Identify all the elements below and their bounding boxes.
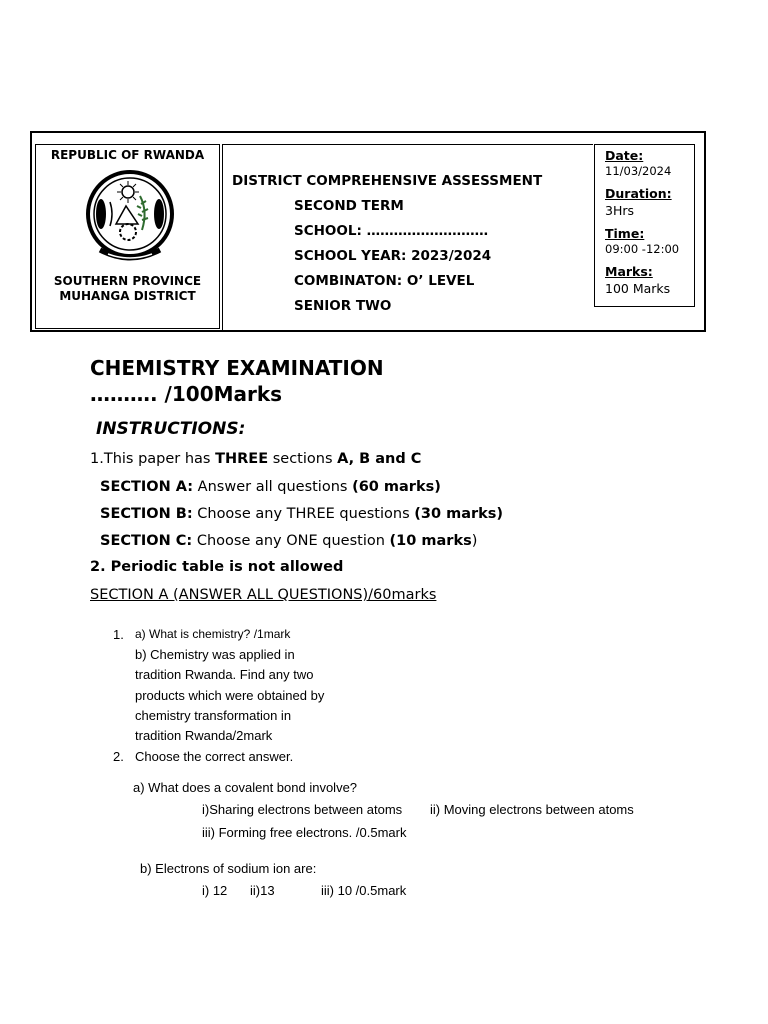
section-b-instruction [100, 506, 503, 522]
section-a-label: SECTION A: [100, 479, 194, 495]
section-b-text: Choose any THREE questions [192, 506, 415, 522]
section-a-heading: SECTION A (ANSWER ALL QUESTIONS)/60marks [90, 587, 437, 603]
marks-value: 100 Marks [605, 281, 671, 296]
duration-label: Duration: [605, 186, 672, 201]
section-b-label: SECTION B: [100, 506, 193, 522]
q2-number: 2. [113, 749, 124, 764]
instruction-1-mid: sections [268, 451, 338, 467]
time-value: 09:00 -12:00 [605, 242, 680, 256]
q2b-option-1: i) 12 [202, 883, 228, 898]
q1-part-b-line-2: tradition Rwanda. Find any two [135, 667, 314, 682]
marks-label: Marks: [605, 264, 653, 279]
section-a-text: Answer all questions [193, 479, 353, 495]
instruction-2: 2. Periodic table is not allowed [90, 559, 344, 575]
q1-part-a: a) What is chemistry? /1mark [135, 627, 291, 641]
province-name: SOUTHERN PROVINCE [53, 274, 202, 288]
exam-title: CHEMISTRY EXAMINATION [90, 356, 384, 380]
combination-label: COMBINATON: O’ LEVEL [294, 273, 475, 289]
q1-part-b-line-5: tradition Rwanda/2mark [135, 728, 273, 743]
instruction-1-three: THREE [215, 451, 269, 467]
q2-text: Choose the correct answer. [135, 749, 294, 764]
term-label: SECOND TERM [294, 198, 404, 214]
q2a-option-1: i)Sharing electrons between atoms [202, 802, 403, 817]
score-line: ………. /100Marks [90, 382, 283, 406]
q1-part-b-line-1: b) Chemistry was applied in [135, 647, 295, 662]
section-c-text: Choose any ONE question [192, 533, 390, 549]
instruction-1 [90, 451, 421, 467]
school-year: SCHOOL YEAR: 2023/2024 [294, 248, 492, 264]
date-label: Date: [605, 148, 644, 163]
time-label: Time: [605, 226, 645, 241]
section-a-instruction [100, 479, 441, 495]
section-c-label: SECTION C: [100, 533, 193, 549]
q2b-option-3: iii) 10 /0.5mark [321, 883, 407, 898]
q2a-option-2: ii) Moving electrons between atoms [430, 802, 634, 817]
date-value: 11/03/2024 [605, 164, 672, 178]
q2b-option-2: ii)13 [250, 883, 275, 898]
instruction-1-prefix: 1.This paper has [90, 451, 216, 467]
section-c-marks: (10 marks [389, 533, 472, 549]
q2a-option-3: iii) Forming free electrons. /0.5mark [202, 825, 407, 840]
instructions-heading: INSTRUCTIONS: [96, 419, 246, 439]
country-name: REPUBLIC OF RWANDA [50, 148, 205, 162]
q1-part-b-line-3: products which were obtained by [135, 688, 325, 703]
q1-part-b-line-4: chemistry transformation in [135, 708, 292, 723]
section-c-instruction [100, 533, 477, 549]
class-label: SENIOR TWO [294, 298, 392, 314]
school-field: SCHOOL: ……………………… [294, 223, 489, 239]
district-name: MUHANGA DISTRICT [59, 289, 196, 303]
section-c-close: ) [471, 533, 478, 549]
rwanda-coat-of-arms-icon [78, 166, 182, 270]
duration-value: 3Hrs [605, 203, 635, 218]
assessment-title: DISTRICT COMPREHENSIVE ASSESSMENT [232, 173, 543, 189]
q2a-question: a) What does a covalent bond involve? [133, 780, 358, 795]
instruction-1-sections: A, B and C [337, 451, 422, 467]
section-a-marks: (60 marks) [352, 479, 441, 495]
q2b-question: b) Electrons of sodium ion are: [140, 861, 317, 876]
section-b-marks: (30 marks) [414, 506, 504, 522]
q1-number: 1. [113, 627, 124, 642]
